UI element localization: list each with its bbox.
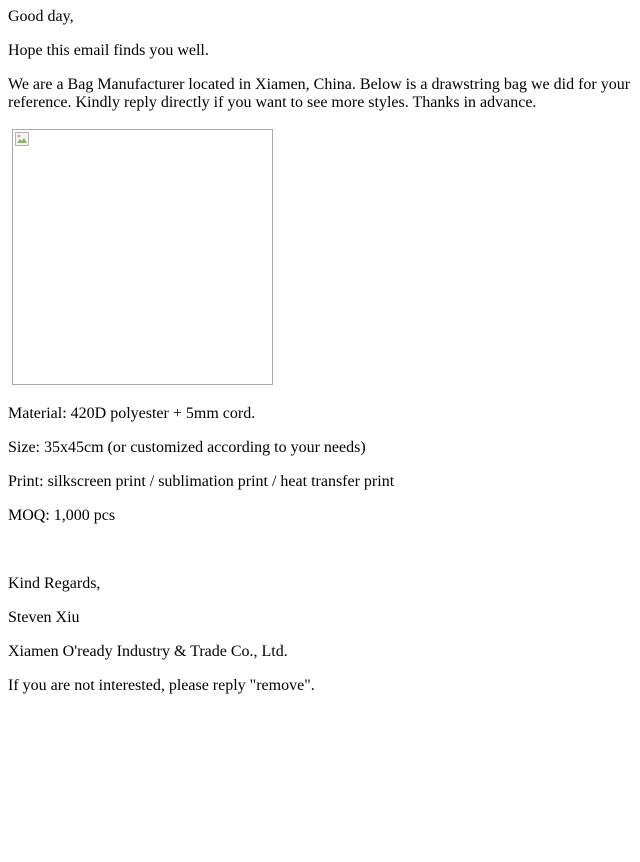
company-name: Xiamen O'ready Industry & Trade Co., Ltd. — [8, 643, 288, 660]
sender-name: Steven Xiu — [8, 609, 80, 626]
intro-paragraph: We are a Bag Manufacturer located in Xiamen, China. Below is a drawstring bag we did for your reference. Kindly reply directly if you want to see more styles. Thanks in advance. — [8, 76, 631, 111]
unsubscribe-note: If you are not interested, please reply "remove". — [8, 677, 315, 694]
spec-moq: MOQ: 1,000 pcs — [8, 507, 116, 524]
well-wish: Hope this email finds you well. — [8, 42, 209, 59]
email-body — [0, 8, 640, 695]
closing: Kind Regards, — [8, 575, 101, 592]
blank-line — [8, 541, 632, 559]
greeting: Good day, — [8, 8, 74, 25]
spec-print: Print: silkscreen print / sublimation print / heat transfer print — [8, 473, 395, 490]
spec-material: Material: 420D polyester + 5mm cord. — [8, 405, 256, 422]
broken-image-icon — [15, 132, 29, 146]
drawstring-bag-image — [12, 129, 273, 385]
spec-size: Size: 35x45cm (or customized according to your needs) — [8, 439, 366, 456]
